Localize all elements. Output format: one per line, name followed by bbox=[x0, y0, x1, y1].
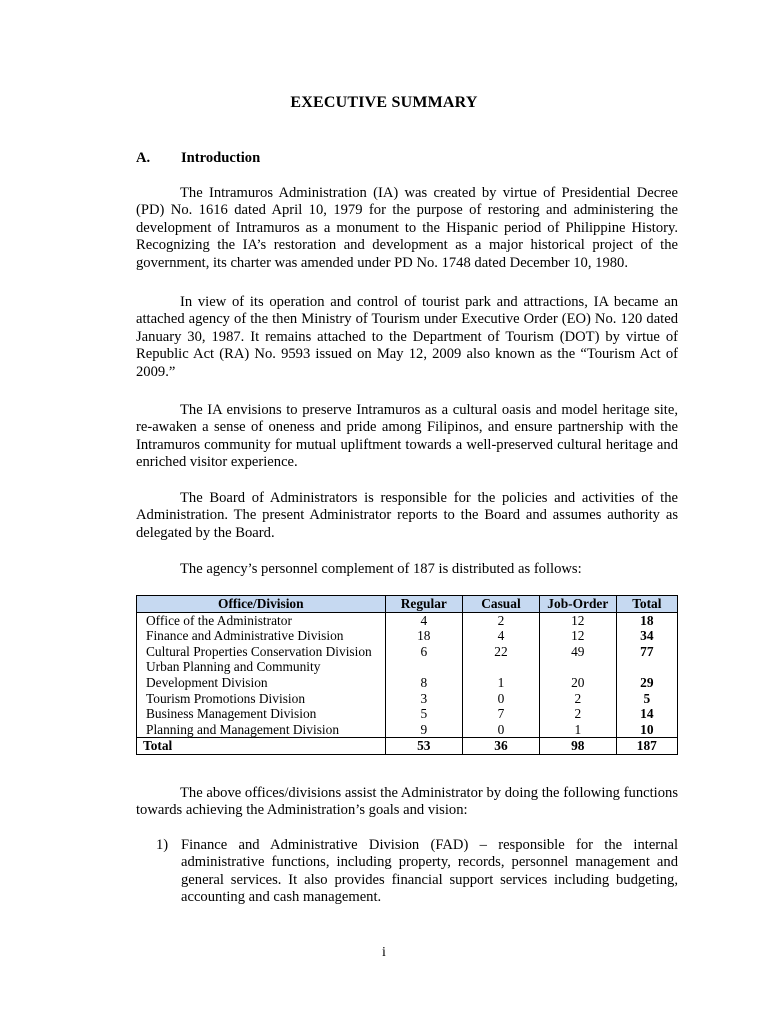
cell-regular: 3 bbox=[385, 691, 462, 707]
cell-total-label: Total bbox=[137, 738, 386, 755]
cell-job-order: 2 bbox=[539, 691, 616, 707]
cell-total: 34 bbox=[616, 628, 677, 644]
section-number: A. bbox=[136, 150, 151, 166]
cell-division-line-2: Development Division bbox=[146, 674, 268, 690]
paragraph-functions-intro: The above offices/divisions assist the Administrator by doing the following functions towards achieving the Administration’s goals and vision: bbox=[136, 785, 678, 819]
cell-regular: 4 bbox=[385, 612, 462, 628]
paragraph-attachment: In view of its operation and control of tourist park and attractions, IA became an attached agency of the then Ministry of Tourism under Executive Order (EO) No. 120 dated January 30, 1987. It remains attached to the Department of Tourism (DOT) by virtue of Republic Act (RA) No. 9593 issued on May 12, 2009 also known as the “Tourism Act of 2009.” bbox=[136, 294, 678, 380]
table-row bbox=[137, 644, 678, 660]
table-row bbox=[137, 628, 678, 644]
header-office-division: Office/Division bbox=[137, 596, 386, 613]
cell-grand-total: 187 bbox=[616, 738, 677, 755]
section-title: Introduction bbox=[181, 150, 261, 166]
cell-total: 29 bbox=[616, 659, 677, 690]
cell-division-line-1: Urban Planning and Community bbox=[146, 659, 321, 675]
cell-division: Tourism Promotions Division bbox=[137, 691, 386, 707]
paragraph-creation: The Intramuros Administration (IA) was created by virtue of Presidential Decree (PD) No. 1616 dated April 10, 1979 for the purpose of restoring and administering the development of Intramuros as a monument to the Hispanic period of Philippine History. Recognizing the IA’s restoration and development as a major historical project of the government, its charter was amended under PD No. 1748 dated December 10, 1980. bbox=[136, 185, 678, 271]
cell-casual: 2 bbox=[462, 612, 539, 628]
cell-regular: 8 bbox=[385, 659, 462, 690]
cell-casual: 1 bbox=[462, 659, 539, 690]
cell-total-job-order: 98 bbox=[539, 738, 616, 755]
cell-division: Planning and Management Division bbox=[137, 722, 386, 738]
cell-casual: 4 bbox=[462, 628, 539, 644]
paragraph-board: The Board of Administrators is responsible for the policies and activities of the Administration. The present Administrator reports to the Board and assumes authority as delegated by the Board. bbox=[136, 490, 678, 541]
cell-division: Business Management Division bbox=[137, 706, 386, 722]
cell-regular: 9 bbox=[385, 722, 462, 738]
cell-casual: 0 bbox=[462, 722, 539, 738]
cell-casual: 7 bbox=[462, 706, 539, 722]
table-total-row bbox=[137, 738, 678, 755]
cell-division: Office of the Administrator bbox=[137, 612, 386, 628]
header-regular: Regular bbox=[385, 596, 462, 613]
cell-regular: 18 bbox=[385, 628, 462, 644]
cell-job-order: 2 bbox=[539, 706, 616, 722]
cell-division: Finance and Administrative Division bbox=[137, 628, 386, 644]
table-header-row bbox=[137, 596, 678, 613]
table-row bbox=[137, 691, 678, 707]
cell-casual: 22 bbox=[462, 644, 539, 660]
list-item-text: Finance and Administrative Division (FAD) – responsible for the internal administrative functions, including property, records, personnel management and general services. It also provides financial support services including budgeting, accounting and cash management. bbox=[181, 837, 678, 906]
section-heading bbox=[136, 150, 260, 167]
header-total: Total bbox=[616, 596, 677, 613]
list-item bbox=[156, 837, 678, 907]
cell-job-order: 12 bbox=[539, 612, 616, 628]
cell-total: 14 bbox=[616, 706, 677, 722]
cell-division: Cultural Properties Conservation Division bbox=[137, 644, 386, 660]
page-number: i bbox=[382, 945, 386, 960]
cell-division bbox=[137, 659, 386, 690]
table-row bbox=[137, 612, 678, 628]
cell-regular: 6 bbox=[385, 644, 462, 660]
header-casual: Casual bbox=[462, 596, 539, 613]
list-marker: 1) bbox=[156, 837, 169, 853]
cell-job-order: 12 bbox=[539, 628, 616, 644]
cell-job-order: 1 bbox=[539, 722, 616, 738]
cell-job-order: 20 bbox=[539, 659, 616, 690]
paragraph-personnel-intro: The agency’s personnel complement of 187 is distributed as follows: bbox=[180, 561, 582, 577]
document-title: EXECUTIVE SUMMARY bbox=[290, 94, 478, 111]
paragraph-vision: The IA envisions to preserve Intramuros as a cultural oasis and model heritage site, re-awaken a sense of oneness and pride among Filipinos, and ensure partnership with the Intramuros community for mutual upliftment towards a well-preserved cultural heritage and enriched visitor experience. bbox=[136, 402, 678, 471]
cell-total: 18 bbox=[616, 612, 677, 628]
cell-total-casual: 36 bbox=[462, 738, 539, 755]
table-row bbox=[137, 706, 678, 722]
cell-total: 77 bbox=[616, 644, 677, 660]
cell-total-regular: 53 bbox=[385, 738, 462, 755]
cell-total: 5 bbox=[616, 691, 677, 707]
cell-total: 10 bbox=[616, 722, 677, 738]
header-job-order: Job-Order bbox=[539, 596, 616, 613]
cell-regular: 5 bbox=[385, 706, 462, 722]
personnel-table bbox=[136, 595, 678, 755]
table-row bbox=[137, 659, 678, 690]
cell-casual: 0 bbox=[462, 691, 539, 707]
table-row bbox=[137, 722, 678, 738]
cell-job-order: 49 bbox=[539, 644, 616, 660]
